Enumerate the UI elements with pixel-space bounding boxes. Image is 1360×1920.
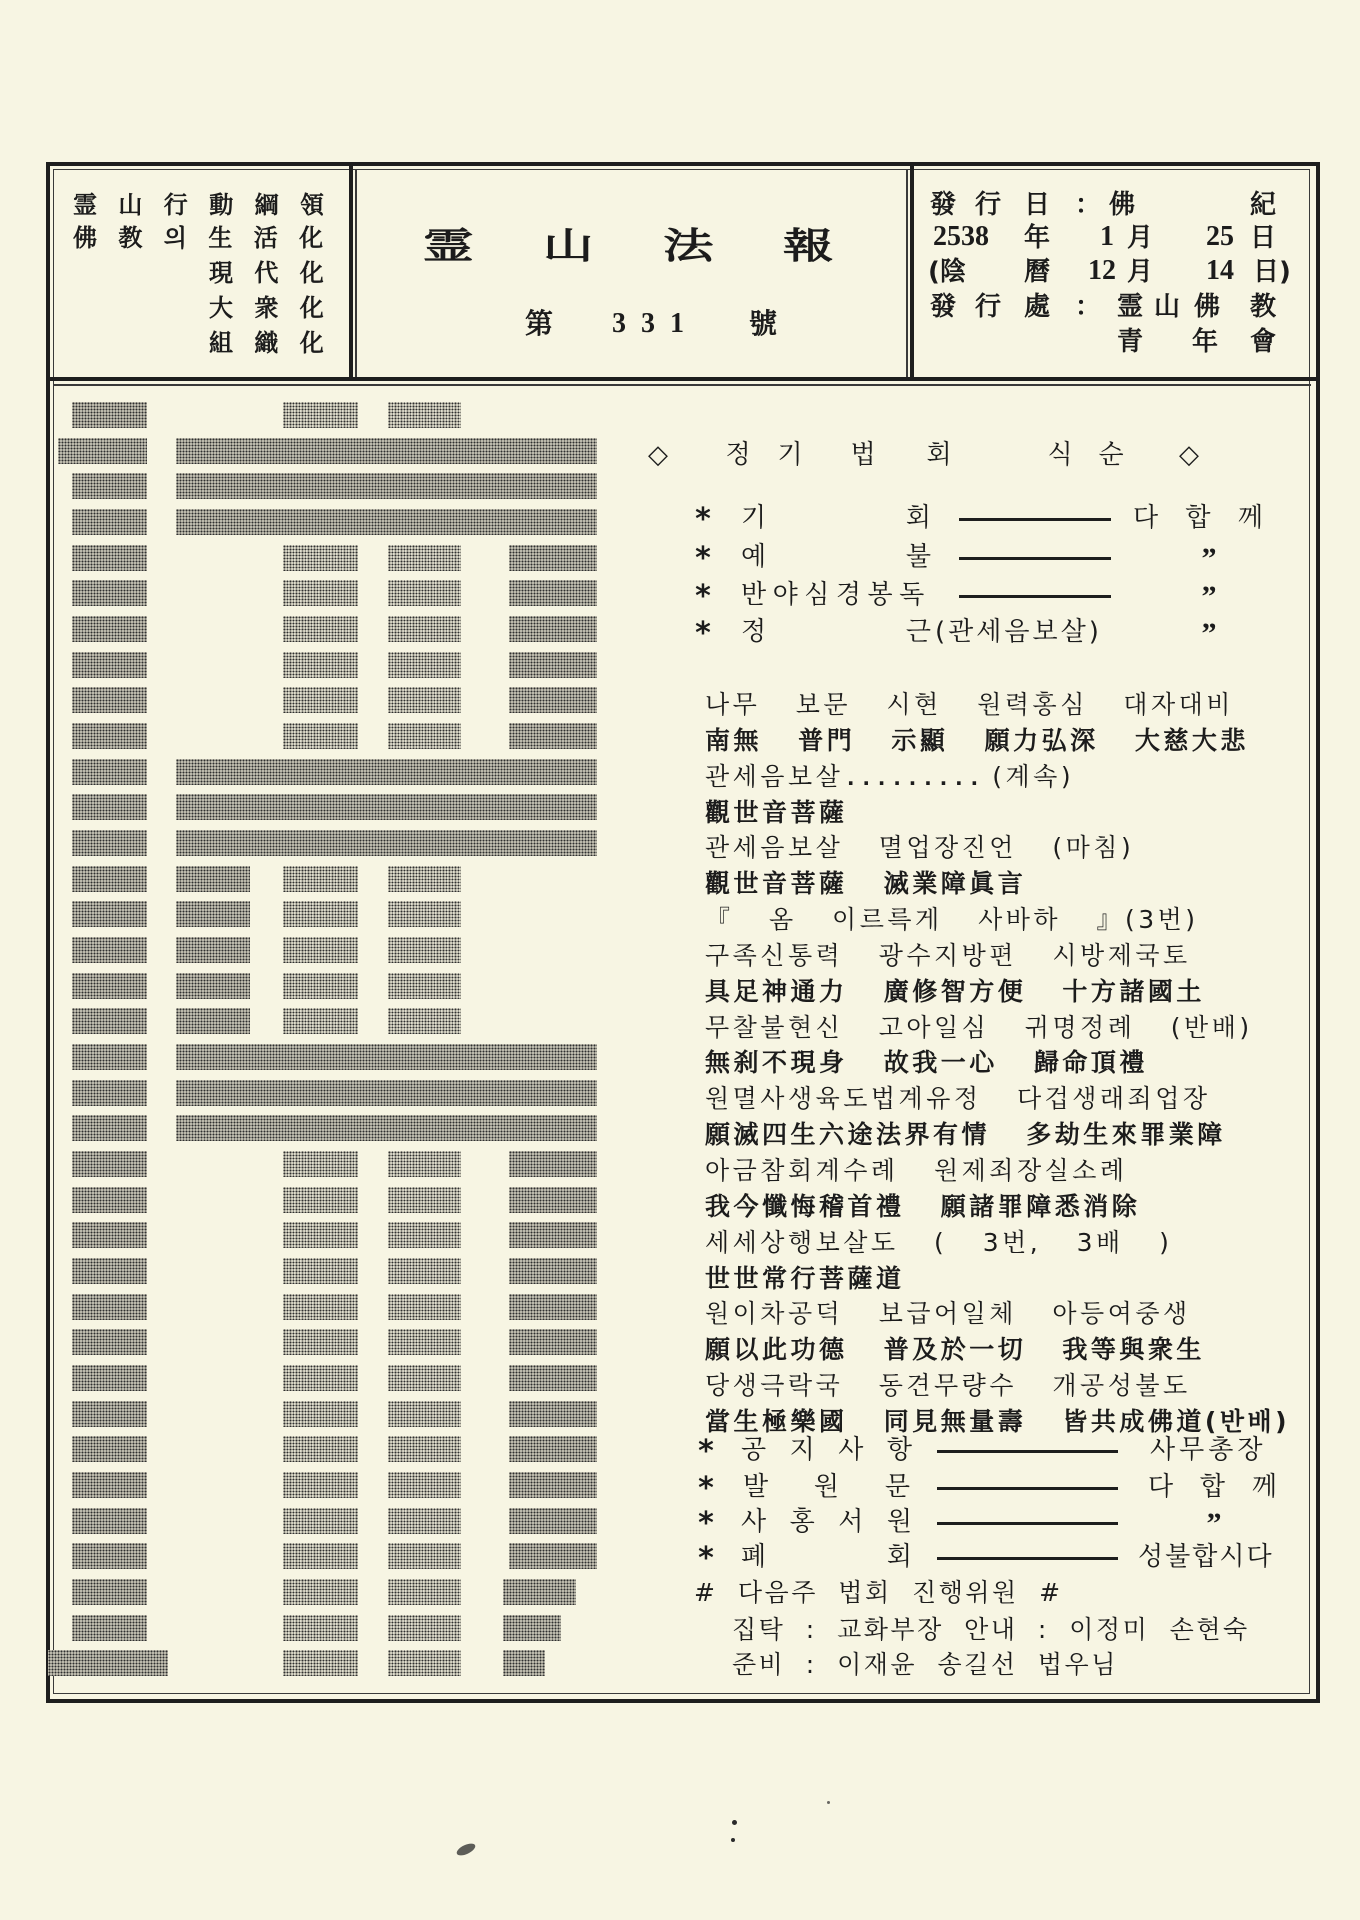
redacted-block bbox=[283, 1187, 358, 1213]
redacted-block bbox=[388, 1615, 461, 1641]
redacted-block bbox=[176, 1044, 597, 1070]
scan-speck bbox=[731, 1838, 735, 1842]
redacted-block bbox=[388, 937, 461, 963]
motto-row: 霊山行動綱領 bbox=[73, 191, 346, 219]
imprint-token: 曆 bbox=[1023, 257, 1051, 287]
redacted-block bbox=[176, 473, 597, 499]
item-value: 다 합 께 bbox=[1133, 503, 1263, 533]
chant-line: 당생극락국 동견무량수 개공성불도 bbox=[705, 1371, 1191, 1401]
redacted-block bbox=[176, 759, 597, 785]
service-item bbox=[0, 1434, 1360, 1469]
redacted-block bbox=[503, 1650, 545, 1676]
imprint-token: 山 bbox=[1153, 292, 1181, 322]
redacted-block bbox=[388, 866, 461, 892]
redacted-block bbox=[388, 973, 461, 999]
redacted-block bbox=[72, 830, 147, 856]
imprint-token: 年 bbox=[1023, 223, 1051, 253]
imprint-token: 行 bbox=[974, 292, 1002, 322]
item-label: 사 홍 서 원 bbox=[741, 1507, 912, 1537]
imprint-colon: ： bbox=[1074, 292, 1102, 322]
redacted-block bbox=[176, 1080, 597, 1106]
diamond-icon: ◇ bbox=[1179, 440, 1199, 470]
redacted-block bbox=[72, 687, 147, 713]
redacted-block bbox=[388, 1579, 461, 1605]
redacted-block bbox=[509, 723, 597, 749]
imprint-token: 處 bbox=[1023, 292, 1051, 322]
redacted-block bbox=[72, 1044, 147, 1070]
service-item bbox=[0, 1541, 1360, 1576]
imprint-token: 青 bbox=[1116, 327, 1144, 357]
redacted-row bbox=[0, 473, 620, 499]
redacted-block bbox=[388, 1008, 461, 1034]
chant-line: 無刹不現身 故我一心 歸命頂禮 bbox=[705, 1048, 1148, 1078]
redacted-block bbox=[283, 1222, 358, 1248]
redacted-block bbox=[283, 1258, 358, 1284]
redacted-row bbox=[0, 652, 620, 678]
redacted-row bbox=[0, 438, 620, 464]
header-column-divider-inner bbox=[355, 169, 357, 377]
redacted-block bbox=[72, 473, 147, 499]
chant-line: 南無 普門 示顯 願力弘深 大慈大悲 bbox=[705, 725, 1249, 755]
chant-line: 원멸사생육도법계유정 다겁생래죄업장 bbox=[705, 1084, 1211, 1114]
redacted-block bbox=[388, 687, 461, 713]
chant-line: 願滅四生六途法界有情 多劫生來罪業障 bbox=[705, 1120, 1226, 1150]
redacted-row bbox=[0, 937, 620, 963]
item-value: 다 합 께 bbox=[1148, 1472, 1277, 1502]
redacted-block bbox=[176, 866, 250, 892]
redacted-block bbox=[176, 1008, 250, 1034]
header-divider bbox=[50, 377, 1316, 381]
imprint-token: 行 bbox=[974, 190, 1002, 220]
redacted-row bbox=[0, 1044, 620, 1070]
motto-row: 現代化 bbox=[209, 259, 346, 287]
redacted-block bbox=[72, 1080, 147, 1106]
asterisk-icon: * bbox=[695, 616, 711, 651]
redacted-row bbox=[0, 1294, 620, 1320]
redacted-block bbox=[283, 1365, 358, 1391]
redacted-block bbox=[176, 973, 250, 999]
next-week-line: 준비 : 이재윤 송길선 법우님 bbox=[732, 1650, 1118, 1679]
redacted-row bbox=[0, 794, 620, 820]
issue-prefix: 第 bbox=[525, 307, 554, 340]
dash-line bbox=[937, 1487, 1118, 1490]
title-char: 순 bbox=[1098, 440, 1124, 470]
redacted-block bbox=[509, 1329, 597, 1355]
dash-line bbox=[959, 518, 1111, 521]
asterisk-icon: * bbox=[698, 1506, 714, 1541]
chant-line: 아금참회계수례 원제죄장실소례 bbox=[705, 1155, 1128, 1185]
item-label: 정 근 bbox=[741, 617, 931, 647]
redacted-row bbox=[0, 866, 620, 892]
asterisk-icon: * bbox=[698, 1541, 714, 1576]
redacted-block bbox=[283, 973, 358, 999]
redacted-block bbox=[509, 652, 597, 678]
redacted-block bbox=[72, 1008, 147, 1034]
publish-day: 25 bbox=[1206, 221, 1234, 252]
redacted-block bbox=[388, 402, 461, 428]
redacted-block bbox=[72, 937, 147, 963]
redacted-block bbox=[176, 937, 250, 963]
redacted-block bbox=[283, 687, 358, 713]
redacted-row bbox=[0, 901, 620, 927]
ditto-mark: ” bbox=[1201, 542, 1217, 575]
service-item bbox=[0, 579, 1360, 614]
diamond-icon: ◇ bbox=[648, 440, 668, 470]
redacted-block bbox=[283, 1151, 358, 1177]
motto-row: 組織化 bbox=[209, 329, 346, 357]
service-item bbox=[0, 541, 1360, 576]
service-item bbox=[0, 1506, 1360, 1541]
lunar-month: 12 bbox=[1088, 255, 1116, 286]
imprint-token: 發 bbox=[929, 190, 957, 220]
redacted-block bbox=[283, 652, 358, 678]
redacted-block bbox=[388, 1222, 461, 1248]
title-char: 식 bbox=[1047, 440, 1073, 470]
redacted-row bbox=[0, 687, 620, 713]
next-week-line: 집탁 : 교화부장 안내 : 이정미 손현숙 bbox=[732, 1615, 1250, 1644]
redacted-row bbox=[0, 1080, 620, 1106]
item-value: 사무총장 bbox=[1150, 1435, 1267, 1465]
redacted-block bbox=[283, 1650, 358, 1676]
imprint-token: 佛 bbox=[1108, 190, 1136, 220]
ditto-mark: ” bbox=[1201, 580, 1217, 613]
redacted-block bbox=[509, 1401, 597, 1427]
redacted-block bbox=[72, 652, 147, 678]
imprint-token: 會 bbox=[1249, 327, 1277, 357]
imprint-token: 佛 bbox=[1193, 292, 1221, 322]
redacted-block bbox=[283, 901, 358, 927]
imprint-token: 月 bbox=[1126, 257, 1154, 287]
redacted-block bbox=[176, 794, 597, 820]
redacted-block bbox=[72, 759, 147, 785]
item-label: 예 불 bbox=[741, 542, 931, 572]
chant-line: 관세음보살 멸업장진언 (마침) bbox=[705, 833, 1135, 863]
chant-line: 世世常行菩薩道 bbox=[705, 1263, 905, 1293]
chant-text-segment: 관세음보살 bbox=[705, 761, 844, 791]
issue-suffix: 號 bbox=[749, 307, 778, 340]
chant-line: 觀世音菩薩 bbox=[705, 797, 848, 827]
redacted-row bbox=[0, 973, 620, 999]
item-label: 발 원 문 bbox=[743, 1472, 910, 1502]
redacted-block bbox=[388, 723, 461, 749]
title-char: 법 bbox=[850, 440, 876, 470]
redacted-row bbox=[0, 759, 620, 785]
redacted-block bbox=[283, 1008, 358, 1034]
chant-line: 『 옴 이르륵게 사바하 』(3번) bbox=[705, 905, 1199, 935]
redacted-row bbox=[0, 1365, 620, 1391]
redacted-row bbox=[0, 723, 620, 749]
redacted-block bbox=[509, 687, 597, 713]
dash-line bbox=[937, 1557, 1118, 1560]
redacted-block bbox=[388, 1187, 461, 1213]
imprint-token: 紀 bbox=[1249, 190, 1277, 220]
redacted-row bbox=[0, 1329, 620, 1355]
service-item bbox=[0, 1471, 1360, 1506]
imprint-token: 發 bbox=[929, 292, 957, 322]
redacted-block bbox=[283, 1579, 358, 1605]
redacted-block bbox=[72, 973, 147, 999]
redacted-block bbox=[72, 1258, 147, 1284]
redacted-block bbox=[72, 1401, 147, 1427]
chant-line: 具足神通力 廣修智方便 十方諸國土 bbox=[705, 976, 1205, 1006]
asterisk-icon: * bbox=[695, 502, 711, 537]
redacted-block bbox=[72, 1222, 147, 1248]
redacted-block bbox=[72, 794, 147, 820]
scan-speck bbox=[732, 1820, 737, 1825]
asterisk-icon: * bbox=[698, 1471, 714, 1506]
redacted-row bbox=[0, 830, 620, 856]
dash-line bbox=[959, 595, 1111, 598]
redacted-row bbox=[0, 1187, 620, 1213]
header-column-divider-inner bbox=[906, 169, 908, 377]
newsletter-title: 霊山法報 bbox=[423, 226, 903, 267]
redacted-block bbox=[72, 1151, 147, 1177]
item-label: 공 지 사 항 bbox=[741, 1435, 912, 1465]
imprint-token: (陰 bbox=[928, 257, 966, 287]
redacted-block bbox=[72, 1365, 147, 1391]
redacted-block bbox=[72, 866, 147, 892]
imprint-colon: ： bbox=[1074, 190, 1102, 220]
scan-speck bbox=[827, 1801, 830, 1804]
redacted-block bbox=[509, 1294, 597, 1320]
imprint-token: 年 bbox=[1191, 327, 1219, 357]
imprint-token: 日) bbox=[1253, 257, 1291, 287]
redacted-block bbox=[503, 1615, 561, 1641]
redacted-block bbox=[509, 1258, 597, 1284]
header-column-divider bbox=[349, 166, 353, 379]
item-label: 폐 회 bbox=[741, 1542, 912, 1572]
redacted-block bbox=[72, 402, 147, 428]
dash-line bbox=[959, 557, 1111, 560]
item-note: (관세음보살) bbox=[935, 617, 1102, 647]
redacted-block bbox=[388, 1650, 461, 1676]
redacted-block bbox=[388, 901, 461, 927]
motto-row: 佛教의生活化 bbox=[73, 224, 345, 252]
redacted-row bbox=[0, 1615, 620, 1641]
asterisk-icon: * bbox=[698, 1434, 714, 1469]
imprint-token: 霊 bbox=[1116, 292, 1144, 322]
chant-text bbox=[705, 687, 1325, 1440]
chant-line bbox=[705, 759, 1325, 795]
chant-line: 我今懺悔稽首禮 願諸罪障悉消除 bbox=[705, 1191, 1141, 1221]
redacted-block bbox=[283, 1329, 358, 1355]
imprint-token: 日 bbox=[1249, 223, 1277, 253]
redacted-block bbox=[176, 1115, 597, 1141]
chant-note: (계속) bbox=[992, 761, 1075, 791]
redacted-block bbox=[176, 438, 597, 464]
chant-line: 當生極樂國 同見無量壽 皆共成佛道(반배) bbox=[705, 1406, 1291, 1436]
redacted-row bbox=[0, 1115, 620, 1141]
redacted-row bbox=[0, 402, 620, 428]
redacted-block bbox=[388, 1401, 461, 1427]
redacted-block bbox=[388, 1294, 461, 1320]
title-char: 회 bbox=[926, 440, 952, 470]
redacted-block bbox=[509, 1222, 597, 1248]
redacted-row bbox=[0, 1008, 620, 1034]
item-label: 반야심경봉독 bbox=[741, 580, 931, 610]
redacted-block bbox=[283, 937, 358, 963]
redacted-block bbox=[388, 1365, 461, 1391]
redacted-block bbox=[388, 1151, 461, 1177]
redacted-block bbox=[48, 1650, 168, 1676]
chant-line: 원이차공덕 보급어일체 아등여중생 bbox=[705, 1299, 1191, 1329]
redacted-row bbox=[0, 1579, 620, 1605]
header-divider-inner bbox=[53, 384, 1311, 386]
redacted-block bbox=[176, 901, 250, 927]
redacted-row bbox=[0, 1222, 620, 1248]
redacted-row bbox=[0, 1258, 620, 1284]
redacted-block bbox=[72, 1579, 147, 1605]
redacted-block bbox=[509, 1151, 597, 1177]
redacted-block bbox=[283, 1615, 358, 1641]
redacted-block bbox=[509, 1187, 597, 1213]
publish-year: 2538 bbox=[933, 221, 989, 252]
service-item bbox=[0, 502, 1360, 537]
imprint-token: 月 bbox=[1126, 223, 1154, 253]
title-char: 정 bbox=[725, 440, 751, 470]
redacted-block bbox=[283, 1401, 358, 1427]
redacted-block bbox=[283, 723, 358, 749]
dash-line bbox=[937, 1522, 1118, 1525]
redacted-block bbox=[72, 1294, 147, 1320]
redacted-block bbox=[388, 652, 461, 678]
item-label: 기 회 bbox=[741, 503, 931, 533]
header-column-divider bbox=[910, 166, 914, 379]
service-item bbox=[0, 616, 1360, 651]
chant-line: 무찰불현신 고아일심 귀명정례 (반배) bbox=[705, 1012, 1253, 1042]
redacted-block bbox=[283, 1294, 358, 1320]
chant-line: 세세상행보살도 ( 3번, 3배 ) bbox=[705, 1227, 1173, 1257]
redacted-block bbox=[72, 723, 147, 749]
asterisk-icon: * bbox=[695, 579, 711, 614]
redacted-block bbox=[72, 901, 147, 927]
imprint-token: 日 bbox=[1023, 190, 1051, 220]
scan-smudge bbox=[455, 1841, 477, 1858]
publish-month: 1 bbox=[1100, 221, 1114, 252]
redacted-block bbox=[388, 1329, 461, 1355]
ditto-mark: ” bbox=[1201, 617, 1217, 650]
redacted-row bbox=[0, 1650, 620, 1676]
dotted-leader: ......... bbox=[847, 762, 987, 791]
lunar-day: 14 bbox=[1206, 255, 1234, 286]
redacted-block bbox=[388, 1258, 461, 1284]
next-week-heading: # 다음주 법회 진행위원 # bbox=[694, 1578, 1063, 1607]
redacted-block bbox=[283, 866, 358, 892]
motto-row: 大衆化 bbox=[209, 294, 346, 322]
chant-line: 구족신통력 광수지방편 시방제국토 bbox=[705, 940, 1191, 970]
imprint-token: 教 bbox=[1249, 292, 1277, 322]
redacted-block bbox=[72, 1115, 147, 1141]
redacted-block bbox=[283, 402, 358, 428]
redacted-block bbox=[72, 1329, 147, 1355]
redacted-block bbox=[72, 1187, 147, 1213]
dash-line bbox=[937, 1450, 1118, 1453]
redacted-block bbox=[509, 1365, 597, 1391]
redacted-row bbox=[0, 1401, 620, 1427]
redacted-block bbox=[72, 1615, 147, 1641]
chant-line: 나무 보문 시현 원력홍심 대자대비 bbox=[705, 690, 1234, 719]
title-char: 기 bbox=[777, 440, 803, 470]
issue-number: 331 bbox=[612, 308, 699, 339]
redacted-row bbox=[0, 1151, 620, 1177]
chant-line: 觀世音菩薩 滅業障眞言 bbox=[705, 869, 1027, 899]
redacted-block bbox=[176, 830, 597, 856]
redacted-block bbox=[503, 1579, 576, 1605]
asterisk-icon: * bbox=[695, 541, 711, 576]
redacted-block bbox=[58, 438, 147, 464]
ditto-mark: ” bbox=[1206, 1507, 1222, 1540]
chant-line: 願以此功德 普及於一切 我等與衆生 bbox=[705, 1335, 1205, 1365]
item-value: 성불합시다 bbox=[1138, 1542, 1274, 1572]
